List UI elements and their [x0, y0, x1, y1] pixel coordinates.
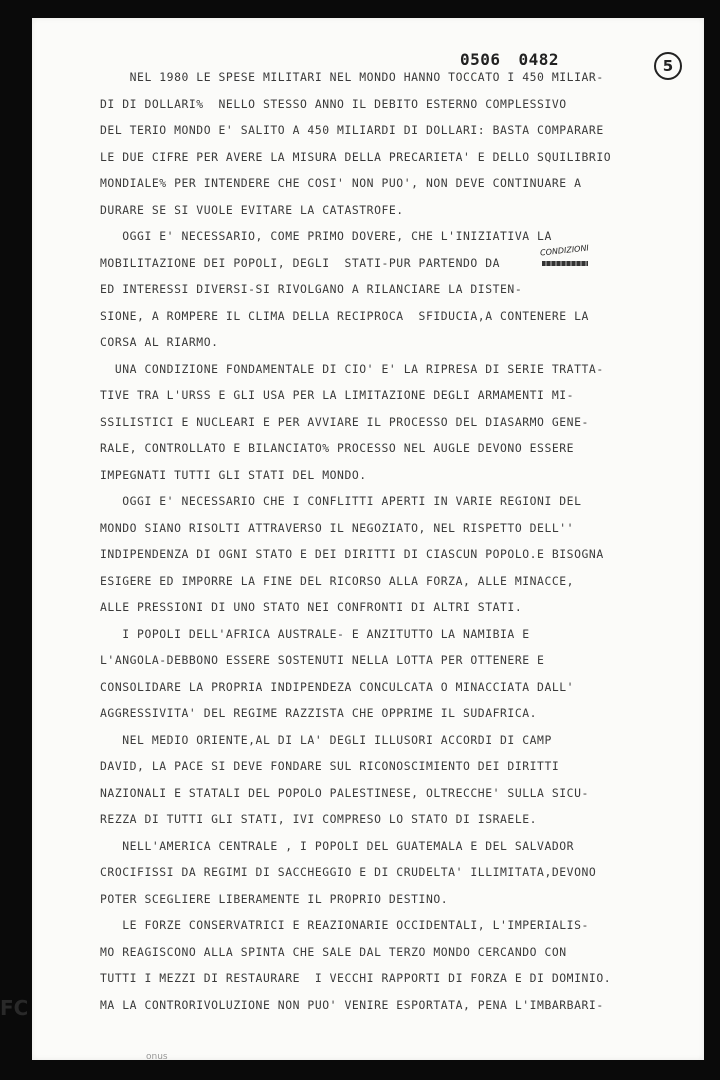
text-line: L'ANGOLA-DEBBONO ESSERE SOSTENUTI NELLA LOTTA PER OTTENERE E — [100, 653, 545, 667]
text-line: MONDO SIANO RISOLTI ATTRAVERSO IL NEGOZIATO, NEL RISPETTO DELL'' — [100, 520, 575, 535]
text-line: IMPEGNATI TUTTI GLI STATI DEL MONDO. — [100, 467, 367, 482]
document-page — [32, 18, 704, 1060]
text-line: NELL'AMERICA CENTRALE , I POPOLI DEL GUATEMALA E DEL SALVADOR — [100, 838, 575, 853]
text-line: MOBILITAZIONE DEI POPOLI, DEGLI STATI-PUR PARTENDO DA — [100, 255, 501, 270]
handwritten-correction: CONDIZIONI — [539, 243, 590, 258]
text-line: MA LA CONTRORIVOLUZIONE NON PUO' VENIRE ESPORTATA, PENA L'IMBARBARI- — [100, 997, 604, 1012]
text-line: OGGI E' NECESSARIO, COME PRIMO DOVERE, CHE L'INIZIATIVA LA — [100, 229, 552, 243]
text-line: TUTTI I MEZZI DI RESTAURARE I VECCHI RAPPORTI DI FORZA E DI DOMINIO. — [100, 971, 612, 985]
text-line: REZZA DI TUTTI GLI STATI, IVI COMPRESO LO STATO DI ISRAELE. — [100, 812, 538, 826]
text-line: CROCIFISSI DA REGIMI DI SACCHEGGIO E DI CRUDELTA' ILLIMITATA,DEVONO — [100, 865, 597, 879]
text-line: MO REAGISCONO ALLA SPINTA CHE SALE DAL TERZO MONDO CERCANDO CON — [100, 944, 567, 959]
text-line: ALLE PRESSIONI DI UNO STATO NEI CONFRONTI DI ALTRI STATI. — [100, 600, 523, 614]
text-line: CONSOLIDARE LA PROPRIA INDIPENDEZA CONCULCATA O MINACCIATA DALL' — [100, 679, 575, 694]
text-line: NEL 1980 LE SPESE MILITARI NEL MONDO HANNO TOCCATO I 450 MILIAR- — [100, 70, 604, 84]
text-line: LE FORZE CONSERVATRICI E REAZIONARIE OCCIDENTALI, L'IMPERIALIS- — [100, 918, 589, 932]
text-line: ED INTERESSI DIVERSI-SI RIVOLGANO A RILANCIARE LA DISTEN- — [100, 282, 523, 296]
text-line: INDIPENDENZA DI OGNI STATO E DEI DIRITTI DI CIASCUN POPOLO.E BISOGNA — [100, 547, 604, 561]
text-line: TIVE TRA L'URSS E GLI USA PER LA LIMITAZIONE DEGLI ARMAMENTI MI- — [100, 388, 575, 402]
text-line: NAZIONALI E STATALI DEL POPOLO PALESTINESE, OLTRECCHE' SULLA SICU- — [100, 785, 589, 800]
archive-number-right: 0482 — [518, 50, 560, 69]
text-line: DAVID, LA PACE SI DEVE FONDARE SUL RICONOSCIMIENTO DEI DIRITTI — [100, 759, 560, 773]
text-line: CORSA AL RIARMO. — [100, 335, 219, 349]
archive-watermark: FC — [0, 996, 29, 1020]
page-number-circle: 5 — [654, 52, 682, 80]
text-line: POTER SCEGLIERE LIBERAMENTE IL PROPRIO DESTINO. — [100, 891, 449, 906]
text-line: SIONE, A ROMPERE IL CLIMA DELLA RECIPROCA SFIDUCIA,A CONTENERE LA — [100, 308, 589, 323]
archive-watermark-sub: onus — [146, 1052, 168, 1062]
text-line: DEL TERIO MONDO E' SALITO A 450 MILIARDI DI DOLLARI: BASTA COMPARARE — [100, 123, 604, 137]
text-line: OGGI E' NECESSARIO CHE I CONFLITTI APERTI IN VARIE REGIONI DEL — [100, 494, 582, 508]
text-line: RALE, CONTROLLATO E BILANCIATO% PROCESSO NEL AUGLE DEVONO ESSERE — [100, 441, 575, 455]
text-line: SSILISTICI E NUCLEARI E PER AVVIARE IL PROCESSO DEL DIASARMO GENE- — [100, 414, 589, 429]
archive-number-left: 0506 — [460, 50, 501, 69]
text-line: NEL MEDIO ORIENTE,AL DI LA' DEGLI ILLUSORI ACCORDI DI CAMP — [100, 732, 552, 747]
text-line: AGGRESSIVITA' DEL REGIME RAZZISTA CHE OPPRIME IL SUDAFRICA. — [100, 706, 538, 720]
text-line: UNA CONDIZIONE FONDAMENTALE DI CIO' E' LA RIPRESA DI SERIE TRATTA- — [100, 361, 604, 376]
text-line: MONDIALE% PER INTENDERE CHE COSI' NON PUO', NON DEVE CONTINUARE A — [100, 176, 582, 190]
text-line: DURARE SE SI VUOLE EVITARE LA CATASTROFE. — [100, 202, 404, 217]
text-line: ESIGERE ED IMPORRE LA FINE DEL RICORSO ALLA FORZA, ALLE MINACCE, — [100, 573, 575, 588]
text-line: DI DI DOLLARI% NELLO STESSO ANNO IL DEBITO ESTERNO COMPLESSIVO — [100, 96, 567, 111]
typewritten-body — [100, 64, 660, 1018]
text-line: LE DUE CIFRE PER AVERE LA MISURA DELLA PRECARIETA' E DELLO SQUILIBRIO — [100, 149, 612, 164]
text-line: I POPOLI DELL'AFRICA AUSTRALE- E ANZITUTTO LA NAMIBIA E — [100, 626, 530, 641]
